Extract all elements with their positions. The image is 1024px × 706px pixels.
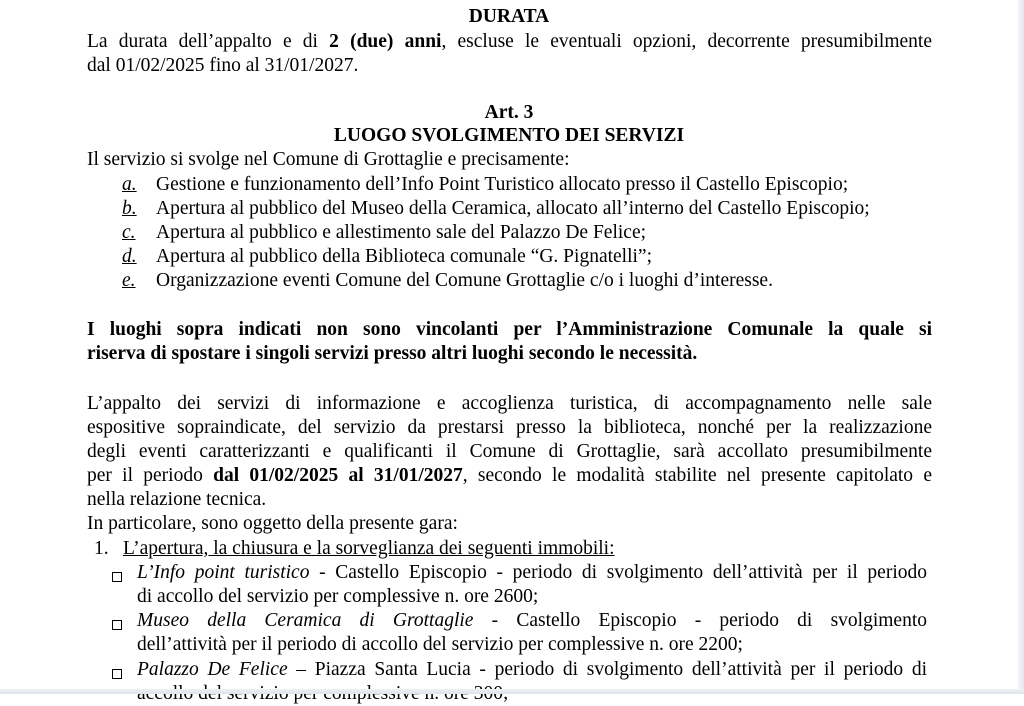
bullet-line xyxy=(137,682,508,706)
appalto-bold-period: dal 01/02/2025 al 31/01/2027 xyxy=(213,465,463,486)
viewer-edge xyxy=(0,689,1024,694)
durata-text: La durata dell’appalto e di xyxy=(87,31,330,52)
list-item xyxy=(122,269,773,293)
list-item xyxy=(122,197,870,221)
appalto-paragraph-line: degli eventi caratterizzanti e qualificanti il Comune di Grottaglie, sarà accollato presumibilmente xyxy=(87,441,932,462)
durata-bold-duration: 2 (due) anni xyxy=(329,31,442,52)
list-letter: d. xyxy=(122,246,137,267)
bullet-line xyxy=(137,658,927,682)
bullet-text: - Castello Episcopio - periodo di svolgimento dell’attività per il periodo xyxy=(309,562,927,583)
list-item-text: Apertura al pubblico della Biblioteca comunale “G. Pignatelli”; xyxy=(156,246,653,267)
bullet-line xyxy=(137,609,927,633)
section-heading-durata: DURATA xyxy=(468,6,550,27)
appalto-text: , secondo le modalità stabilite nel presente capitolato e xyxy=(462,465,932,486)
checkbox-bullet-icon xyxy=(112,663,122,687)
appalto-paragraph-line: In particolare, sono oggetto della presente gara: xyxy=(87,513,458,534)
numbered-item-number: 1. xyxy=(94,538,109,559)
viewer-edge xyxy=(1018,0,1024,694)
list-item-text: Organizzazione eventi Comune del Comune Grottaglie c/o i luoghi d’interesse. xyxy=(156,270,773,291)
bullet-italic-name: Palazzo De Felice xyxy=(137,659,288,680)
durata-text: , escluse le eventuali opzioni, decorrente presumibilmente xyxy=(441,31,932,52)
durata-paragraph-line: dal 01/02/2025 fino al 31/01/2027. xyxy=(87,55,359,76)
list-item-text: Apertura al pubblico e allestimento sale del Palazzo De Felice; xyxy=(156,222,647,243)
appalto-text: per il periodo xyxy=(87,465,214,486)
list-item-text: Apertura al pubblico del Museo della Ceramica, allocato all’interno del Castello Episcopio; xyxy=(156,198,870,219)
bullet-italic-name: Museo della Ceramica di Grottaglie xyxy=(137,610,474,631)
list-letter: c. xyxy=(122,222,136,243)
list-letter: a. xyxy=(122,174,137,195)
numbered-item-heading: L’apertura, la chiusura e la sorveglianza dei seguenti immobili: xyxy=(123,538,615,559)
bold-note-line: riserva di spostare i singoli servizi presso altri luoghi secondo le necessità. xyxy=(87,343,698,364)
bullet-line xyxy=(137,561,927,585)
list-letter: e. xyxy=(122,270,136,291)
list-item xyxy=(122,245,652,269)
bullet-text: - Castello Episcopio - periodo di svolgimento xyxy=(473,610,927,631)
list-letter: b. xyxy=(122,198,137,219)
bullet-text: – Piazza Santa Lucia - periodo di svolgimento dell’attività per il periodo di xyxy=(287,659,927,680)
list-item xyxy=(122,221,646,245)
checkbox-bullet-icon xyxy=(112,566,122,590)
checkbox-bullet-icon xyxy=(112,614,122,638)
article-intro: Il servizio si svolge nel Comune di Grottaglie e precisamente: xyxy=(87,149,570,170)
list-item xyxy=(122,173,848,197)
article-number: Art. 3 xyxy=(484,102,534,123)
appalto-paragraph-line: nella relazione tecnica. xyxy=(87,489,267,510)
appalto-paragraph-line xyxy=(87,464,932,488)
article-title: LUOGO SVOLGIMENTO DEI SERVIZI xyxy=(333,125,685,146)
bullet-line: dell’attività per il periodo di accollo del servizio per complessive n. ore 2200; xyxy=(137,634,743,655)
appalto-paragraph-line: espositive sopraindicate, del servizio da prestarsi presso la biblioteca, nonché per la realizzazione xyxy=(87,417,932,438)
list-item-text: Gestione e funzionamento dell’Info Point Turistico allocato presso il Castello Episcopio; xyxy=(156,174,849,195)
bold-note-line: I luoghi sopra indicati non sono vincolanti per l’Amministrazione Comunale la quale si xyxy=(87,319,932,340)
bullet-italic-name: L’Info point turistico xyxy=(137,562,310,583)
bullet-line: di accollo del servizio per complessive n. ore 2600; xyxy=(137,586,539,607)
durata-paragraph-line xyxy=(87,30,932,54)
appalto-paragraph-line: L’appalto dei servizi di informazione e accoglienza turistica, di accompagnamento nelle sale xyxy=(87,393,932,414)
